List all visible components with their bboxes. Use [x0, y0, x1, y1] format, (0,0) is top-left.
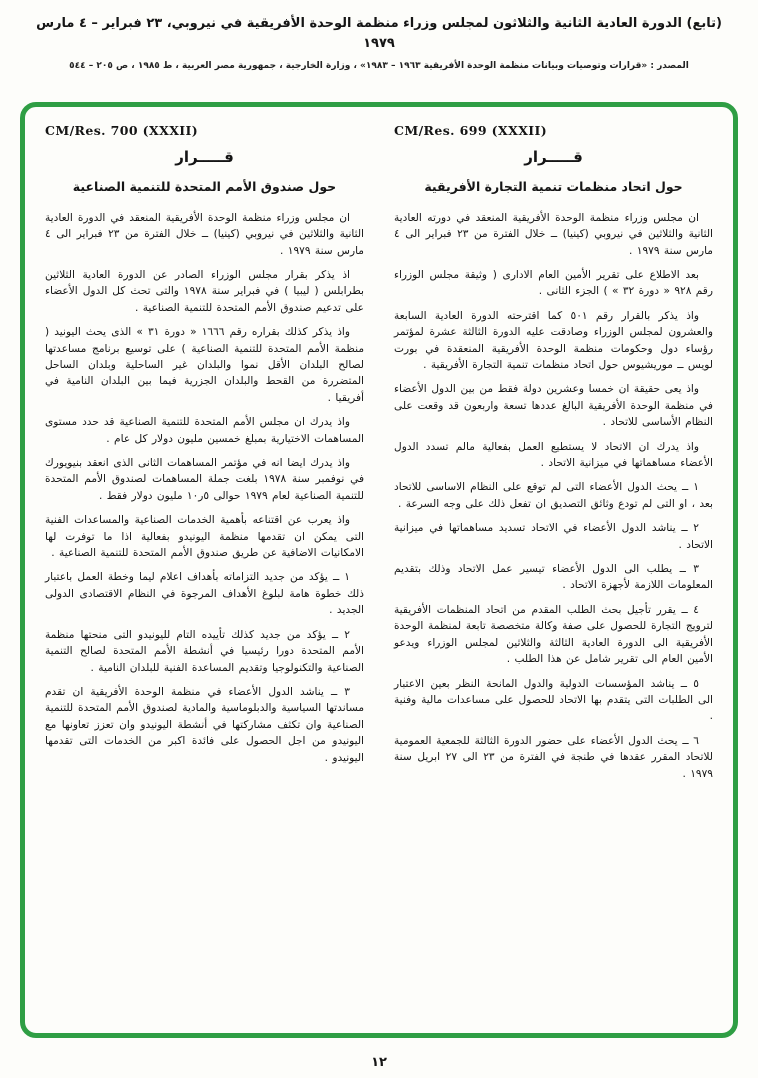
resolution-699-ref: CM/Res. 699 (XXXII): [394, 123, 548, 138]
paragraph: واذ يعى حقيقة ان خمسا وعشرين دولة فقط من بين الدول الأعضاء في منظمة الوحدة الأفريقية البالغ عددها تسعة واربعون قد وقعت على النظام الأساسى للاتحاد .: [394, 383, 713, 429]
numbered-item: ١ ــ يؤكد من جديد التزاماته بأهداف اعلام ليما وخطة العمل باعتبار ذلك خطوة هامة لبلوغ الأهداف المرجوة في النظام الاقتصادى الدولى الجديد .: [45, 571, 364, 617]
paragraph: واذ يعرب عن اقتناعه بأهمية الخدمات الصناعية والمساعدات الفنية التى يمكن ان تقدمها منظمة اليونيدو بفعالية اذا ما توفرت لها الامكانيات الاضافية عن طريق صندوق الأمم المتحدة للتنمية الصناعية .: [45, 514, 364, 560]
resolution-700-decision-heading: قـــــرار: [175, 148, 234, 166]
resolutions-frame: [20, 102, 738, 1038]
paragraph: ان مجلس وزراء منظمة الوحدة الأفريقية المنعقد في دورته العادية الثانية والثلاثين في نيروبي (كينيا) ــ خلال الفترة من ٢٣ فبراير الى ٤ مارس سنة ١٩٧٩ .: [394, 211, 713, 257]
numbered-item: ٥ ــ يناشد المؤسسات الدولية والدول المانحة النظر بعين الاعتبار الى الطلبات التى يتقدم بها الاتحاد للحصول على مساعدات مالية وفنية .: [394, 677, 713, 723]
resolution-700-column: [45, 123, 364, 1021]
paragraph: اذ يذكر بقرار مجلس الوزراء الصادر عن الدورة العادية الثلاثين بطرابلس ( ليبيا ) في فبراير سنة ١٩٧٨ والتى تحث كل الدول الأعضاء على تدعيم صندوق الأمم المتحدة للتنمية الصناعية .: [45, 268, 365, 314]
paragraph: ان مجلس وزراء منظمة الوحدة الأفريقية المنعقد في الدورة العادية الثانية والثلاثين في نيروبي (كينيا) ــ خلال الفترة من ٢٣ فبراير الى ٤ مارس سنة ١٩٧٩ .: [45, 211, 364, 257]
numbered-item: ١ ــ يحث الدول الأعضاء التى لم توقع على النظام الاساسى للاتحاد بعد ، او التى لم تودع وثائق التصديق ان تفعل ذلك على وجه السرعة .: [394, 481, 713, 510]
header-source-note: المصدر : «قرارات وتوصيات وبيانات منظمة الوحدة الأفريقية ١٩٦٣ – ١٩٨٣» ، وزارة الخارجية ، جمهورية مصر العربية ، ط ١٩٨٥ ، ص ٢٠٥ – ٥٤٤: [69, 61, 689, 71]
page-footer: [0, 1051, 758, 1070]
numbered-item: ٢ ــ يناشد الدول الأعضاء في الاتحاد تسديد مساهماتها في ميزانية الاتحاد .: [394, 522, 713, 551]
paragraph: واذ يدرك ان الاتحاد لا يستطيع العمل بفعالية مالم تسدد الدول الأعضاء مساهماتها في ميزانية الاتحاد .: [394, 440, 713, 470]
paragraph: واذ يذكر بالقرار رقم ٥٠١ كما اقترحته الدورة العادية السابعة والعشرون لمجلس الوزراء وصادقت عليه الدورة الثالثة عشرة لمؤتمر رؤساء دول وحكومات منظمة الوحدة الأفريقية المنعقدة في بورت لويس ــ موريشيوس حول اتحاد منظمات تنمية التجارة الأفريقية .: [394, 309, 713, 371]
resolution-699-column: [394, 123, 713, 1021]
paragraph: بعد الاطلاع على تقرير الأمين العام الادارى ( وثيقة مجلس الوزراء رقم ٩٢٨ « دورة ٣٢ » ) الجزء الثانى .: [394, 268, 713, 298]
page-number: ١٢: [371, 1055, 387, 1070]
header-session-title: (تابع) الدورة العادية الثانية والثلاثون لمجلس وزراء منظمة الوحدة الأفريقية في نيروبي، ٢٣ فبراير – ٤ مارس ١٩٧٩: [36, 16, 722, 51]
resolution-700-ref: CM/Res. 700 (XXXII): [45, 123, 199, 138]
numbered-item: ٣ ــ يناشد الدول الأعضاء في منظمة الوحدة الأفريقية ان تقدم مساندتها السياسية والدبلوماسية والمادية لصندوق الأمم المتحدة للتنمية الصناعية وان تكثف مشاركتها في أنشطة اليونيدو وان تعزز تعاونها مع اليونيدو من اجل الحصول على فائدة اكبر من الخدمات التى تقدمها اليونيدو .: [45, 685, 364, 764]
paragraph: واذ يذكر كذلك بقراره رقم ١٦٦٦ « دورة ٣١ » الذى يحث اليونيد ( منظمة الأمم المتحدة للتنمية الصناعية ) على توسيع برنامج مساعدتها لصالح البلدان الأقل نموا والبلدان غير الساحلية وبلدان الساحل المتضررة من القحط والبلدان الجزرية فيما بين البلدان النامية في أفريقيا .: [45, 326, 364, 404]
numbered-item: ٦ ــ يحث الدول الأعضاء على حضور الدورة الثالثة للجمعية العمومية للاتحاد المقرر عقدها في طنجة في الفترة من ٢٣ الى ٢٧ ابريل سنة ١٩٧٩ .: [394, 734, 713, 780]
numbered-item: ٢ ــ يؤكد من جديد كذلك تأييده التام لليونيدو التى منحتها منظمة الأمم المتحدة دورا رئيسيا في أنشطة الأمم المتحدة لصالح التنمية الصناعية والتكنولوجيا وتقديم المساعدة الفنية للبلدان النامية .: [45, 628, 364, 674]
paragraph: واذ يدرك ايضا انه في مؤتمر المساهمات الثانى الذى انعقد بنيويورك في نوفمبر سنة ١٩٧٨ بلغت جملة المساهمات لصندوق الأمم المتحدة للتنمية الصناعية لعام ١٩٧٩ حوالى ٥ر١٠ مليون دولار فقط .: [45, 457, 365, 502]
resolution-700-title: حول صندوق الأمم المتحدة للتنمية الصناعية: [72, 179, 337, 194]
resolution-699-decision-heading: قـــــرار: [524, 148, 583, 166]
numbered-item: ٣ ــ يطلب الى الدول الأعضاء تيسير عمل الاتحاد وذلك بتقديم المعلومات اللازمة لأجهزة الاتحاد .: [394, 563, 713, 592]
numbered-item: ٤ ــ يقرر تأجيل بحث الطلب المقدم من اتحاد المنظمات الأفريقية لترويج التجارة للحصول على صفة وكالة متخصصة تابعة لمنظمة الوحدة الأفريقية الى الدورة العادية الثالثة والثلاثين لمجلس الوزراء ويدعو الأمين العام الى تقرير شامل عن هذا الطلب .: [394, 603, 713, 666]
paragraph: واذ يدرك ان مجلس الأمم المتحدة للتنمية الصناعية قد حدد مستوى المساهمات الاختيارية بمبلغ خمسين مليون دولار كل عام .: [45, 416, 364, 445]
two-column-layout: [45, 123, 713, 1021]
page-header: [0, 0, 758, 71]
resolution-699-title: حول اتحاد منظمات تنمية التجارة الأفريقية: [424, 179, 683, 194]
